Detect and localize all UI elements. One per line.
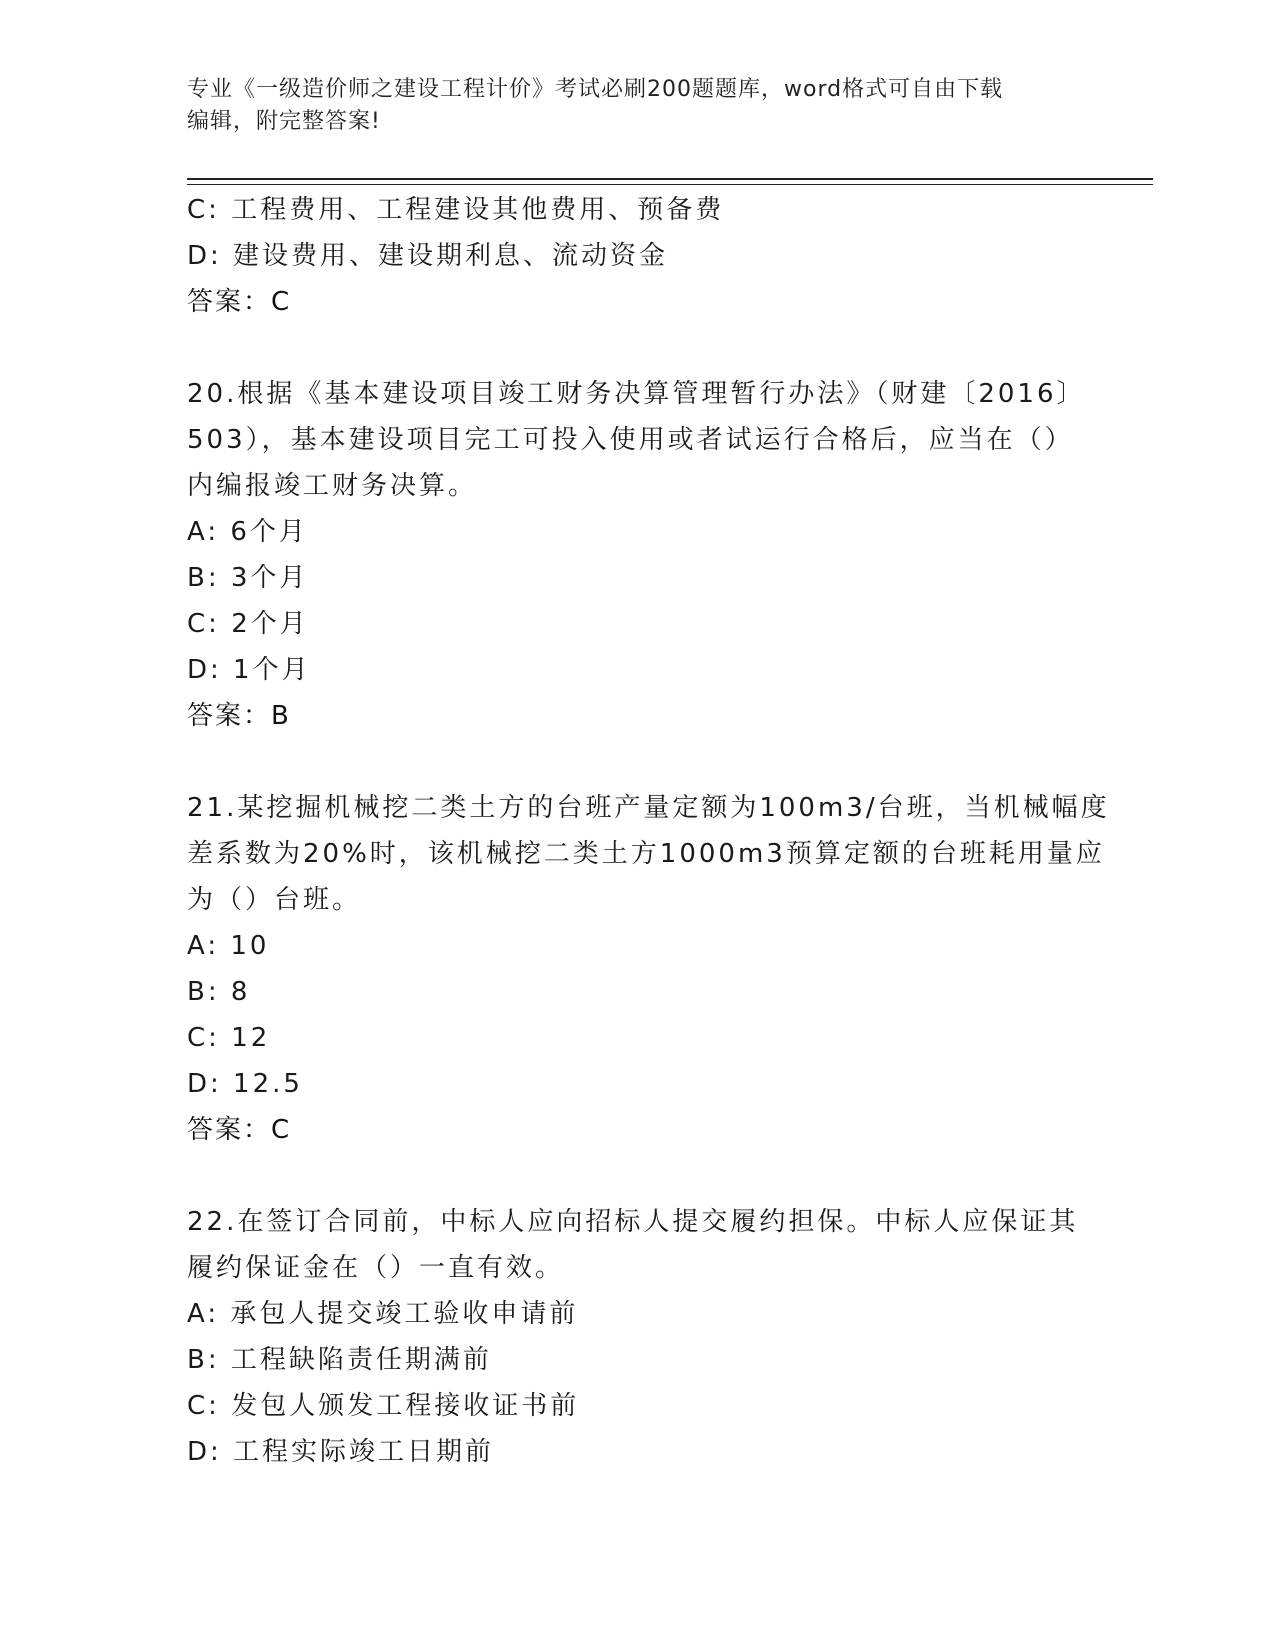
option-text: 工程费用、工程建设其他费用、预备费: [231, 195, 725, 225]
option-text: 10: [230, 931, 270, 961]
option-label: B:: [187, 977, 220, 1007]
question-stem-line: 20.根据《基本建设项目竣工财务决算管理暂行办法》（财建〔2016〕: [187, 379, 1086, 409]
option-text: 6个月: [230, 517, 308, 547]
question-22: [187, 1199, 1107, 1475]
answer-line: 答案：C: [187, 1115, 292, 1145]
option-a: [187, 509, 1107, 555]
option-text: 建设费用、建设期利息、流动资金: [233, 241, 669, 271]
question-stem-line: 内编报竣工财务决算。: [187, 471, 478, 501]
spacer: [187, 1153, 1107, 1199]
option-label: D:: [187, 1069, 222, 1099]
header-title-line-2: 编辑，附完整答案!: [187, 109, 381, 134]
question-stem-line: 503），基本建设项目完工可投入使用或者试运行合格后，应当在（）: [187, 425, 1074, 455]
option-c: [187, 1015, 1107, 1061]
header-title-line-1: 专业《一级造价师之建设工程计价》考试必刷200题题库，word格式可自由下载: [187, 77, 1004, 102]
option-label: C:: [187, 609, 220, 639]
question-stem-line: 履约保证金在（）一直有效。: [187, 1253, 565, 1283]
option-d: [187, 1429, 1107, 1475]
question-20: [187, 371, 1107, 739]
option-c: [187, 1383, 1107, 1429]
option-text: 12.5: [233, 1069, 303, 1099]
option-text: 8: [230, 977, 251, 1007]
option-c: [187, 187, 1107, 233]
option-a: [187, 923, 1107, 969]
option-d: [187, 233, 1107, 279]
header-divider-thick: [187, 178, 1153, 180]
option-b: [187, 1337, 1107, 1383]
answer-line: 答案：B: [187, 701, 291, 731]
question-stem-line: 为（）台班。: [187, 885, 362, 915]
option-d: [187, 1061, 1107, 1107]
option-a: [187, 1291, 1107, 1337]
option-label: D:: [187, 655, 222, 685]
option-text: 工程缺陷责任期满前: [230, 1345, 492, 1375]
spacer: [187, 739, 1107, 785]
option-label: C:: [187, 195, 220, 225]
document-header: [187, 74, 1067, 138]
prev-question-block: [187, 187, 1107, 325]
option-label: B:: [187, 563, 220, 593]
option-text: 承包人提交竣工验收申请前: [230, 1299, 579, 1329]
question-stem-line: 21.某挖掘机械挖二类土方的台班产量定额为100m3/台班，当机械幅度: [187, 793, 1110, 823]
option-text: 工程实际竣工日期前: [233, 1437, 495, 1467]
answer-line: 答案：C: [187, 287, 292, 317]
question-stem-line: 22.在签订合同前，中标人应向招标人提交履约担保。中标人应保证其: [187, 1207, 1079, 1237]
option-text: 1个月: [233, 655, 311, 685]
question-stem-line: 差系数为20%时，该机械挖二类土方1000m3预算定额的台班耗用量应: [187, 839, 1105, 869]
option-b: [187, 969, 1107, 1015]
question-list: [187, 187, 1110, 1475]
option-label: D:: [187, 1437, 222, 1467]
option-b: [187, 555, 1107, 601]
option-text: 12: [231, 1023, 271, 1053]
option-d: [187, 647, 1107, 693]
spacer: [187, 325, 1107, 371]
option-text: 发包人颁发工程接收证书前: [231, 1391, 580, 1421]
option-label: B:: [187, 1345, 220, 1375]
option-text: 2个月: [231, 609, 309, 639]
option-label: A:: [187, 1299, 220, 1329]
option-label: C:: [187, 1023, 220, 1053]
option-label: C:: [187, 1391, 220, 1421]
option-text: 3个月: [230, 563, 309, 593]
option-label: A:: [187, 517, 220, 547]
option-c: [187, 601, 1107, 647]
question-21: [187, 785, 1110, 1153]
option-label: D:: [187, 241, 222, 271]
option-label: A:: [187, 931, 220, 961]
header-divider-thin: [187, 184, 1153, 185]
